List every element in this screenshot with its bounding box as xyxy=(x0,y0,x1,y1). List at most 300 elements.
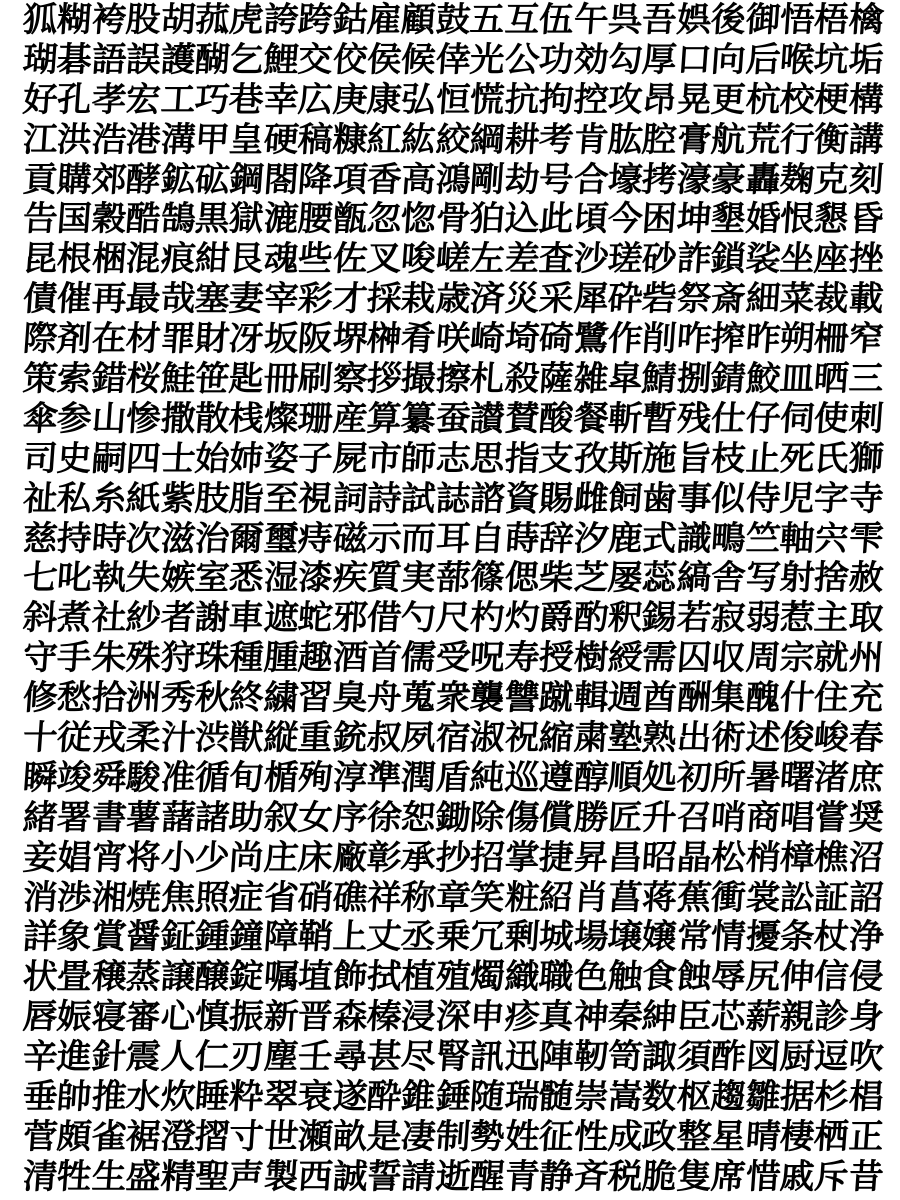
kanji-glyph: 譲 xyxy=(159,957,197,998)
kanji-glyph: 焼 xyxy=(124,877,163,918)
kanji-glyph: 肴 xyxy=(399,319,438,360)
kanji-glyph: 詞 xyxy=(331,478,369,519)
kanji-glyph: 縞 xyxy=(675,558,713,599)
kanji-glyph: 炊 xyxy=(159,1076,197,1117)
kanji-glyph: 章 xyxy=(434,877,472,918)
kanji-glyph: 左 xyxy=(468,239,507,280)
kanji-glyph: 吹 xyxy=(847,1037,885,1078)
kanji-glyph: 試 xyxy=(399,478,438,519)
kanji-glyph: 壌 xyxy=(606,917,644,958)
kanji-glyph: 作 xyxy=(606,319,644,360)
kanji-glyph: 攻 xyxy=(606,79,644,120)
kanji-glyph: 市 xyxy=(365,438,404,479)
kanji-glyph: 綬 xyxy=(606,638,644,679)
kanji-glyph: 誇 xyxy=(262,0,300,40)
kanji-glyph: 講 xyxy=(847,119,885,160)
kanji-glyph: 菜 xyxy=(778,279,816,320)
kanji-glyph: 崎 xyxy=(468,319,507,360)
kanji-glyph: 顧 xyxy=(399,0,438,40)
kanji-glyph: 舟 xyxy=(365,678,404,719)
kanji-glyph: 秀 xyxy=(159,678,197,719)
kanji-glyph: 晶 xyxy=(675,837,713,878)
kanji-glyph: 擾 xyxy=(743,917,782,958)
kanji-glyph: 隻 xyxy=(675,1156,713,1197)
kanji-glyph: 賜 xyxy=(537,478,576,519)
kanji-glyph: 枝 xyxy=(709,438,748,479)
kanji-glyph: 辛 xyxy=(21,1037,59,1078)
kanji-glyph: 後 xyxy=(709,0,748,40)
kanji-glyph: 縮 xyxy=(537,717,576,758)
kanji-glyph: 彩 xyxy=(296,279,335,320)
kanji-glyph: 察 xyxy=(331,358,369,399)
kanji-glyph: 招 xyxy=(468,837,507,878)
kanji-glyph: 声 xyxy=(227,1156,266,1197)
kanji-glyph: 償 xyxy=(537,797,576,838)
kanji-glyph: 手 xyxy=(55,638,94,679)
kanji-glyph: 藷 xyxy=(159,797,197,838)
kanji-glyph: 粧 xyxy=(503,877,541,918)
kanji-glyph: 裳 xyxy=(743,877,782,918)
kanji-glyph: 耕 xyxy=(503,119,541,160)
kanji-glyph: 査 xyxy=(537,239,576,280)
kanji-glyph: 衆 xyxy=(434,678,472,719)
kanji-glyph: 幸 xyxy=(262,79,300,120)
kanji-glyph: 愁 xyxy=(55,678,94,719)
kanji-glyph: 膏 xyxy=(675,119,713,160)
kanji-glyph: 酬 xyxy=(675,678,713,719)
kanji-glyph: 志 xyxy=(434,438,472,479)
kanji-glyph: 士 xyxy=(159,438,197,479)
kanji-glyph: 頗 xyxy=(55,1116,94,1157)
kanji-glyph: 皐 xyxy=(606,358,644,399)
kanji-glyph: 使 xyxy=(812,398,851,439)
kanji-glyph: 世 xyxy=(262,1116,300,1157)
kanji-glyph: 貢 xyxy=(21,159,59,200)
kanji-glyph: 糠 xyxy=(331,119,369,160)
kanji-glyph: 主 xyxy=(812,598,851,639)
kanji-glyph: 死 xyxy=(778,438,816,479)
kanji-glyph: 砦 xyxy=(640,279,679,320)
kanji-glyph: 栖 xyxy=(812,1116,851,1157)
kanji-glyph: 娠 xyxy=(55,997,94,1038)
kanji-glyph: 真 xyxy=(537,997,576,1038)
kanji-row xyxy=(23,80,883,120)
kanji-glyph: 剰 xyxy=(503,917,541,958)
kanji-glyph: 伺 xyxy=(778,398,816,439)
kanji-glyph: 針 xyxy=(90,1037,128,1078)
kanji-glyph: 綱 xyxy=(468,119,507,160)
kanji-glyph: 純 xyxy=(468,757,507,798)
kanji-glyph: 鐘 xyxy=(227,917,266,958)
kanji-glyph: 水 xyxy=(124,1076,163,1117)
kanji-glyph: 佼 xyxy=(331,39,369,80)
kanji-glyph: 雫 xyxy=(847,518,885,559)
kanji-glyph: 巷 xyxy=(227,79,266,120)
kanji-glyph: 数 xyxy=(640,1076,679,1117)
kanji-glyph: 常 xyxy=(675,917,713,958)
kanji-glyph: 罪 xyxy=(159,319,197,360)
kanji-glyph: 戚 xyxy=(778,1156,816,1197)
kanji-glyph: 債 xyxy=(21,279,59,320)
kanji-glyph: 廠 xyxy=(331,837,369,878)
kanji-row xyxy=(23,798,883,838)
kanji-row xyxy=(23,838,883,878)
kanji-glyph: 濠 xyxy=(675,159,713,200)
kanji-glyph: 札 xyxy=(468,358,507,399)
kanji-glyph: 芝 xyxy=(571,558,610,599)
kanji-row xyxy=(23,479,883,519)
kanji-glyph: 峻 xyxy=(812,717,851,758)
kanji-glyph: 旬 xyxy=(227,757,266,798)
kanji-glyph: 錫 xyxy=(640,598,679,639)
kanji-glyph: 撒 xyxy=(159,398,197,439)
kanji-glyph: 寿 xyxy=(503,638,541,679)
kanji-glyph: 殊 xyxy=(124,638,163,679)
kanji-glyph: 触 xyxy=(606,957,644,998)
kanji-glyph: 胡 xyxy=(159,0,197,40)
kanji-glyph: 肢 xyxy=(193,478,232,519)
kanji-glyph: 製 xyxy=(262,1156,300,1197)
kanji-glyph: 質 xyxy=(365,558,404,599)
kanji-glyph: 聖 xyxy=(193,1156,232,1197)
kanji-glyph: 植 xyxy=(399,957,438,998)
kanji-glyph: 仕 xyxy=(709,398,748,439)
kanji-glyph: 礁 xyxy=(331,877,369,918)
kanji-glyph: 寂 xyxy=(709,598,748,639)
kanji-glyph: 雌 xyxy=(571,478,610,519)
kanji-glyph: 称 xyxy=(399,877,438,918)
kanji-glyph: 趣 xyxy=(296,638,335,679)
kanji-glyph: 康 xyxy=(365,79,404,120)
kanji-glyph: 嬢 xyxy=(640,917,679,958)
kanji-glyph: 支 xyxy=(537,438,576,479)
kanji-glyph: 屡 xyxy=(606,558,644,599)
kanji-glyph: 燦 xyxy=(262,398,300,439)
kanji-glyph: 塞 xyxy=(193,279,232,320)
kanji-glyph: 裁 xyxy=(812,279,851,320)
kanji-glyph: 構 xyxy=(847,79,885,120)
kanji-glyph: 勢 xyxy=(468,1116,507,1157)
kanji-glyph: 淳 xyxy=(331,757,369,798)
kanji-glyph: 曙 xyxy=(778,757,816,798)
kanji-glyph: 根 xyxy=(55,239,94,280)
kanji-glyph: 剤 xyxy=(55,319,94,360)
kanji-glyph: 唆 xyxy=(399,239,438,280)
kanji-glyph: 口 xyxy=(675,39,713,80)
kanji-glyph: 誤 xyxy=(124,39,163,80)
kanji-glyph: 従 xyxy=(55,717,94,758)
kanji-glyph: 車 xyxy=(227,598,266,639)
kanji-glyph: 蚕 xyxy=(434,398,472,439)
kanji-glyph: 稿 xyxy=(296,119,335,160)
kanji-glyph: 詳 xyxy=(21,917,59,958)
kanji-glyph: 校 xyxy=(778,79,816,120)
kanji-glyph: 心 xyxy=(159,997,197,1038)
kanji-glyph: 汁 xyxy=(159,717,197,758)
kanji-glyph: 指 xyxy=(503,438,541,479)
kanji-glyph: 歳 xyxy=(434,279,472,320)
kanji-glyph: 省 xyxy=(262,877,300,918)
kanji-glyph: 哉 xyxy=(159,279,197,320)
kanji-glyph: 宍 xyxy=(812,518,851,559)
kanji-glyph: 庶 xyxy=(847,757,885,798)
kanji-glyph: 尽 xyxy=(399,1037,438,1078)
kanji-glyph: 挫 xyxy=(847,239,885,280)
kanji-glyph: 混 xyxy=(124,239,163,280)
kanji-glyph: 檎 xyxy=(847,0,885,40)
kanji-glyph: 篠 xyxy=(468,558,507,599)
kanji-glyph: 咲 xyxy=(434,319,472,360)
kanji-glyph: 赦 xyxy=(847,558,885,599)
kanji-glyph: 承 xyxy=(399,837,438,878)
kanji-glyph: 錆 xyxy=(709,358,748,399)
kanji-glyph: 磁 xyxy=(331,518,369,559)
kanji-glyph: 湿 xyxy=(262,558,300,599)
kanji-glyph: 浸 xyxy=(399,997,438,1038)
kanji-row xyxy=(23,1077,883,1117)
kanji-glyph: 弱 xyxy=(743,598,782,639)
kanji-glyph: 栽 xyxy=(399,279,438,320)
kanji-glyph: 薪 xyxy=(743,997,782,1038)
kanji-glyph: 詩 xyxy=(365,478,404,519)
kanji-glyph: 虎 xyxy=(227,0,266,40)
kanji-glyph: 刷 xyxy=(296,358,335,399)
kanji-glyph: 獄 xyxy=(227,199,266,240)
kanji-glyph: 糊 xyxy=(55,0,94,40)
kanji-glyph: 出 xyxy=(675,717,713,758)
kanji-glyph: 蒋 xyxy=(640,877,679,918)
kanji-glyph: 壬 xyxy=(296,1037,335,1078)
kanji-glyph: 慎 xyxy=(193,997,232,1038)
kanji-glyph: 煮 xyxy=(55,598,94,639)
kanji-glyph: 助 xyxy=(227,797,266,838)
kanji-glyph: 杭 xyxy=(743,79,782,120)
kanji-glyph: 象 xyxy=(55,917,94,958)
kanji-glyph: 徐 xyxy=(365,797,404,838)
kanji-glyph: 恕 xyxy=(399,797,438,838)
kanji-glyph: 需 xyxy=(640,638,679,679)
kanji-glyph: 鹿 xyxy=(606,518,644,559)
kanji-glyph: 痕 xyxy=(159,239,197,280)
kanji-glyph: 嵩 xyxy=(606,1076,644,1117)
kanji-glyph: 細 xyxy=(743,279,782,320)
kanji-glyph: 住 xyxy=(812,678,851,719)
kanji-glyph: 互 xyxy=(503,0,541,40)
kanji-glyph: 丈 xyxy=(365,917,404,958)
kanji-glyph: 似 xyxy=(709,478,748,519)
kanji-glyph: 賞 xyxy=(90,917,128,958)
kanji-glyph: 魂 xyxy=(262,239,300,280)
kanji-glyph: 獅 xyxy=(847,438,885,479)
kanji-glyph: 場 xyxy=(571,917,610,958)
kanji-glyph: 諸 xyxy=(193,797,232,838)
kanji-glyph: 神 xyxy=(571,997,610,1038)
kanji-glyph: 執 xyxy=(90,558,128,599)
kanji-glyph: 材 xyxy=(124,319,163,360)
kanji-glyph: 西 xyxy=(296,1156,335,1197)
kanji-glyph: 循 xyxy=(193,757,232,798)
kanji-glyph: 夙 xyxy=(399,717,438,758)
kanji-glyph: 控 xyxy=(571,79,610,120)
kanji-glyph: 陣 xyxy=(537,1037,576,1078)
kanji-glyph: 腫 xyxy=(262,638,300,679)
kanji-glyph: 振 xyxy=(227,997,266,1038)
kanji-glyph: 酵 xyxy=(124,159,163,200)
kanji-glyph: 侍 xyxy=(743,478,782,519)
kanji-glyph: 守 xyxy=(21,638,59,679)
kanji-glyph: 晃 xyxy=(675,79,713,120)
kanji-glyph: 召 xyxy=(675,797,713,838)
kanji-glyph: 晒 xyxy=(812,358,851,399)
kanji-glyph: 畳 xyxy=(55,957,94,998)
kanji-glyph: 新 xyxy=(262,997,300,1038)
kanji-glyph: 最 xyxy=(124,279,163,320)
kanji-glyph: 坤 xyxy=(675,199,713,240)
kanji-glyph: 忽 xyxy=(365,199,404,240)
kanji-glyph: 升 xyxy=(640,797,679,838)
kanji-glyph: 梱 xyxy=(90,239,128,280)
kanji-glyph: 朔 xyxy=(778,319,816,360)
kanji-glyph: 私 xyxy=(55,478,94,519)
kanji-glyph: 請 xyxy=(399,1156,438,1197)
kanji-glyph: 秋 xyxy=(193,678,232,719)
kanji-glyph: 始 xyxy=(193,438,232,479)
kanji-glyph: 荒 xyxy=(743,119,782,160)
kanji-glyph: 擦 xyxy=(434,358,472,399)
kanji-glyph: 修 xyxy=(21,678,59,719)
kanji-glyph: 堺 xyxy=(331,319,369,360)
kanji-glyph: 乗 xyxy=(434,917,472,958)
kanji-row xyxy=(23,40,883,80)
kanji-glyph: 克 xyxy=(812,159,851,200)
kanji-glyph: 裾 xyxy=(124,1116,163,1157)
kanji-glyph: 讃 xyxy=(468,398,507,439)
kanji-glyph: 些 xyxy=(296,239,335,280)
kanji-glyph: 据 xyxy=(778,1076,816,1117)
kanji-glyph: 鍾 xyxy=(193,917,232,958)
kanji-glyph: 財 xyxy=(193,319,232,360)
kanji-glyph: 合 xyxy=(571,159,610,200)
kanji-glyph: 性 xyxy=(571,1116,610,1157)
kanji-glyph: 伍 xyxy=(537,0,576,40)
kanji-glyph: 差 xyxy=(503,239,541,280)
kanji-row xyxy=(23,1157,883,1197)
kanji-row xyxy=(23,120,883,160)
kanji-glyph: 捷 xyxy=(537,837,576,878)
kanji-glyph: 国 xyxy=(55,199,94,240)
kanji-glyph: 汐 xyxy=(571,518,610,559)
kanji-glyph: 削 xyxy=(640,319,679,360)
kanji-glyph: 軸 xyxy=(778,518,816,559)
kanji-glyph: 才 xyxy=(331,279,369,320)
kanji-glyph: 拾 xyxy=(90,678,128,719)
kanji-glyph: 初 xyxy=(675,757,713,798)
kanji-glyph: 遮 xyxy=(262,598,300,639)
kanji-glyph: 捨 xyxy=(812,558,851,599)
kanji-glyph: 深 xyxy=(434,997,472,1038)
kanji-glyph: 垢 xyxy=(847,39,885,80)
kanji-glyph: 柔 xyxy=(124,717,163,758)
kanji-glyph: 榊 xyxy=(365,319,404,360)
kanji-row xyxy=(23,718,883,758)
kanji-glyph: 湘 xyxy=(90,877,128,918)
kanji-glyph: 殺 xyxy=(503,358,541,399)
kanji-glyph: 糸 xyxy=(90,478,128,519)
kanji-glyph: 席 xyxy=(709,1156,748,1197)
kanji-glyph: 叔 xyxy=(365,717,404,758)
kanji-grid xyxy=(23,0,883,1197)
kanji-glyph: 殉 xyxy=(296,757,335,798)
kanji-glyph: 親 xyxy=(778,997,816,1038)
kanji-glyph: 人 xyxy=(159,1037,197,1078)
kanji-glyph: 妻 xyxy=(227,279,266,320)
kanji-glyph: 在 xyxy=(90,319,128,360)
kanji-glyph: 桟 xyxy=(227,398,266,439)
kanji-glyph: 周 xyxy=(743,638,782,679)
kanji-glyph: 醐 xyxy=(193,39,232,80)
kanji-glyph: 精 xyxy=(159,1156,197,1197)
kanji-glyph: 錠 xyxy=(227,957,266,998)
kanji-glyph: 秦 xyxy=(606,997,644,1038)
kanji-glyph: 五 xyxy=(468,0,507,40)
kanji-glyph: 腎 xyxy=(434,1037,472,1078)
kanji-glyph: 巡 xyxy=(503,757,541,798)
kanji-glyph: 嫉 xyxy=(159,558,197,599)
kanji-glyph: 柵 xyxy=(812,319,851,360)
kanji-glyph: 塾 xyxy=(606,717,644,758)
kanji-glyph: 笥 xyxy=(606,1037,644,1078)
kanji-glyph: 寸 xyxy=(227,1116,266,1157)
kanji-glyph: 采 xyxy=(537,279,576,320)
kanji-glyph: 拷 xyxy=(640,159,679,200)
kanji-glyph: 困 xyxy=(640,199,679,240)
kanji-glyph: 掌 xyxy=(503,837,541,878)
kanji-glyph: 戎 xyxy=(90,717,128,758)
kanji-glyph: 蕊 xyxy=(640,558,679,599)
kanji-glyph: 鈷 xyxy=(331,0,369,40)
kanji-glyph: 治 xyxy=(193,518,232,559)
kanji-glyph: 午 xyxy=(571,0,610,40)
kanji-row xyxy=(23,598,883,638)
kanji-glyph: 四 xyxy=(124,438,163,479)
kanji-glyph: 甚 xyxy=(365,1037,404,1078)
kanji-row xyxy=(23,678,883,718)
kanji-glyph: 事 xyxy=(675,478,713,519)
kanji-glyph: 浄 xyxy=(847,917,885,958)
kanji-glyph: 謝 xyxy=(193,598,232,639)
kanji-glyph: 青 xyxy=(503,1156,541,1197)
kanji-glyph: 粋 xyxy=(227,1076,266,1117)
kanji-glyph: 産 xyxy=(331,398,369,439)
kanji-glyph: 鋤 xyxy=(434,797,472,838)
kanji-glyph: 蒸 xyxy=(124,957,163,998)
kanji-glyph: 鋼 xyxy=(227,159,266,200)
kanji-glyph: 示 xyxy=(365,518,404,559)
kanji-glyph: 診 xyxy=(812,997,851,1038)
kanji-glyph: 鯉 xyxy=(262,39,300,80)
kanji-row xyxy=(23,638,883,678)
kanji-row xyxy=(23,319,883,359)
kanji-glyph: 臭 xyxy=(331,678,369,719)
kanji-glyph: 恒 xyxy=(434,79,472,120)
kanji-glyph: 至 xyxy=(262,478,300,519)
kanji-glyph: 翠 xyxy=(262,1076,300,1117)
kanji-glyph: 嗣 xyxy=(90,438,128,479)
kanji-glyph: 肯 xyxy=(571,119,610,160)
kanji-glyph: 瑳 xyxy=(606,239,644,280)
kanji-glyph: 逗 xyxy=(812,1037,851,1078)
kanji-glyph: 所 xyxy=(709,757,748,798)
